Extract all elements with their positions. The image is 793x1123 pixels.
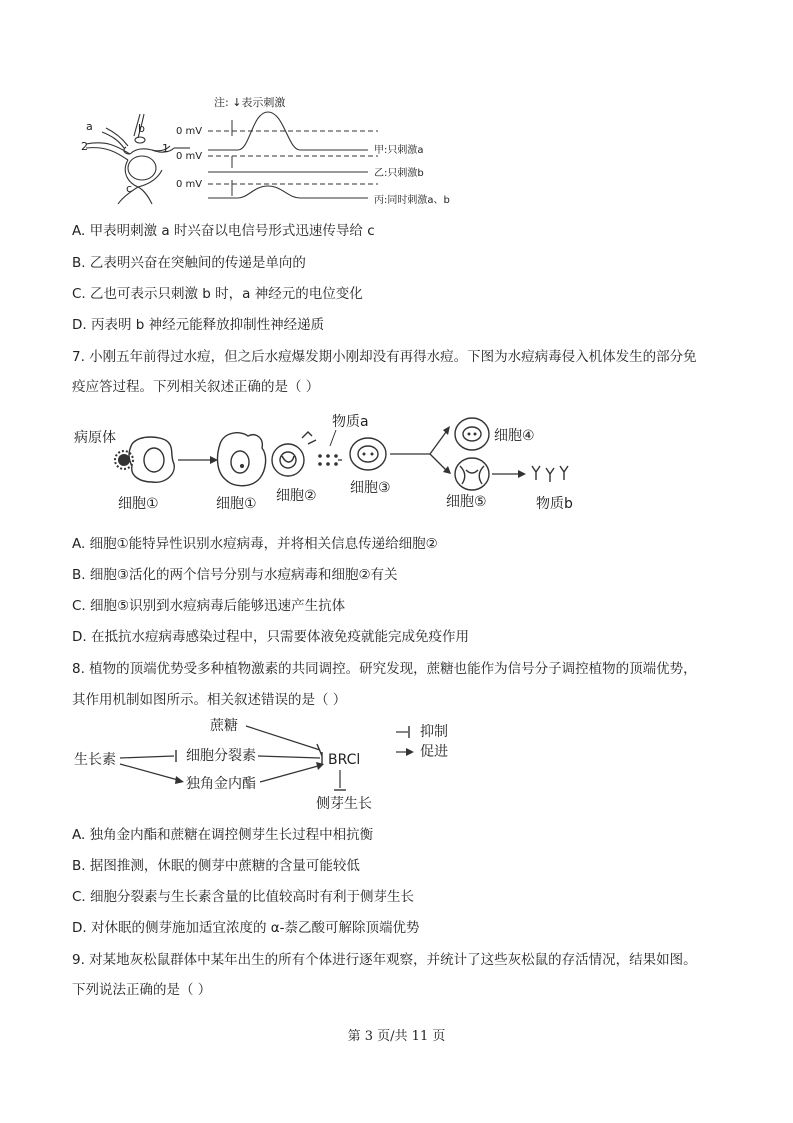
q7-option-c: C. 细胞⑤识别到水痘病毒后能够迅速产生抗体 <box>72 598 346 614</box>
neuron-potential-figure <box>78 92 478 210</box>
q6-option-b: B. 乙表明兴奋在突触间的传递是单向的 <box>72 255 306 271</box>
cell2-label: 细胞② <box>276 488 317 504</box>
strigolactone-label: 独角金内酯 <box>186 776 256 792</box>
cell4-label: 细胞④ <box>494 428 535 444</box>
brc1-label: BRCl <box>328 752 361 768</box>
q6-option-a: A. 甲表明刺激 a 时兴奋以电信号形式迅速传导给 c <box>72 223 375 239</box>
substance-b-label: 物质b <box>536 496 573 512</box>
q7-stem-line1: 7. 小刚五年前得过水痘，但之后水痘爆发期小刚却没有再得水痘。下图为水痘病毒侵入机体发生的部分免 <box>72 349 697 365</box>
auxin-label: 生长素 <box>74 752 116 768</box>
sucrose-regulation-figure <box>70 712 490 812</box>
q7-option-b: B. 细胞③活化的两个信号分别与水痘病毒和细胞②有关 <box>72 567 398 583</box>
trace-yi-label: 乙:只刺激b <box>374 168 424 179</box>
cell1-shape <box>129 437 174 482</box>
immune-response-figure <box>70 408 590 518</box>
trace-jia-label: 甲:只刺激a <box>374 145 424 156</box>
q9-stem-line1: 9. 对某地灰松鼠群体中某年出生的所有个体进行逐年观察，并统计了这些灰松鼠的存活情况，结果如图。 <box>72 952 697 968</box>
apc-cell-shape <box>218 433 266 486</box>
substance-a-dots <box>318 454 338 466</box>
trace-bing-label: 丙:同时刺激a、b <box>374 195 450 206</box>
label-c: c <box>126 182 133 195</box>
cell2-shape <box>272 444 304 476</box>
q6-option-c: C. 乙也可表示只刺激 b 时，a 神经元的电位变化 <box>72 286 363 302</box>
cell5-label: 细胞⑤ <box>446 494 487 510</box>
zero-mv-label-2: 0 mV <box>176 151 203 162</box>
q9-stem-line2: 下列说法正确的是（ ） <box>72 982 212 998</box>
cell1-label-b: 细胞① <box>216 496 257 512</box>
cytokinin-label: 细胞分裂素 <box>186 748 256 764</box>
cell3-label: 细胞③ <box>350 480 391 496</box>
antibody-icons <box>532 466 568 482</box>
stimulus-note: 注: ↓表示刺激 <box>214 96 286 109</box>
q8-option-c: C. 细胞分裂素与生长素含量的比值较高时有利于侧芽生长 <box>72 889 415 905</box>
legend-inhibit: 抑制 <box>420 724 448 740</box>
legend-promote: 促进 <box>420 744 448 760</box>
pathogen-label: 病原体 <box>74 430 116 446</box>
q6-option-d: D. 丙表明 b 神经元能释放抑制性神经递质 <box>72 317 325 333</box>
q7-option-a: A. 细胞①能特异性识别水痘病毒，并将相关信息传递给细胞② <box>72 536 438 552</box>
label-2: 2 <box>81 140 88 153</box>
lateral-bud-label: 侧芽生长 <box>316 796 372 812</box>
zero-mv-label-3: 0 mV <box>176 179 203 190</box>
cell3-shape <box>350 438 386 470</box>
label-a: a <box>86 120 93 133</box>
cell4-shape <box>455 418 489 450</box>
cell5-shape <box>455 458 489 490</box>
zero-mv-label-1: 0 mV <box>176 126 203 137</box>
label-b: b <box>138 122 145 135</box>
cell1-label-a: 细胞① <box>118 496 159 512</box>
q8-option-a: A. 独角金内酯和蔗糖在调控侧芽生长过程中相抗衡 <box>72 827 374 843</box>
label-1: 1 <box>162 142 169 155</box>
q7-stem-line2: 疫应答过程。下列相关叙述正确的是（ ） <box>72 379 320 395</box>
q8-stem-line1: 8. 植物的顶端优势受多种植物激素的共同调控。研究发现，蔗糖也能作为信号分子调控植物的顶端优势， <box>72 661 697 677</box>
legend <box>396 723 448 760</box>
substance-a-label: 物质a <box>332 414 369 430</box>
q7-option-d: D. 在抵抗水痘病毒感染过程中，只需要体液免疫就能完成免疫作用 <box>72 629 469 645</box>
q8-stem-line2: 其作用机制如图所示。相关叙述错误的是（ ） <box>72 692 347 708</box>
page-footer: 第 3 页/共 11 页 <box>347 1029 446 1044</box>
q8-option-b: B. 据图推测，休眠的侧芽中蔗糖的含量可能较低 <box>72 858 360 874</box>
sucrose-label: 蔗糖 <box>210 718 238 734</box>
q8-option-d: D. 对休眠的侧芽施加适宜浓度的 α-萘乙酸可解除顶端优势 <box>72 920 420 936</box>
